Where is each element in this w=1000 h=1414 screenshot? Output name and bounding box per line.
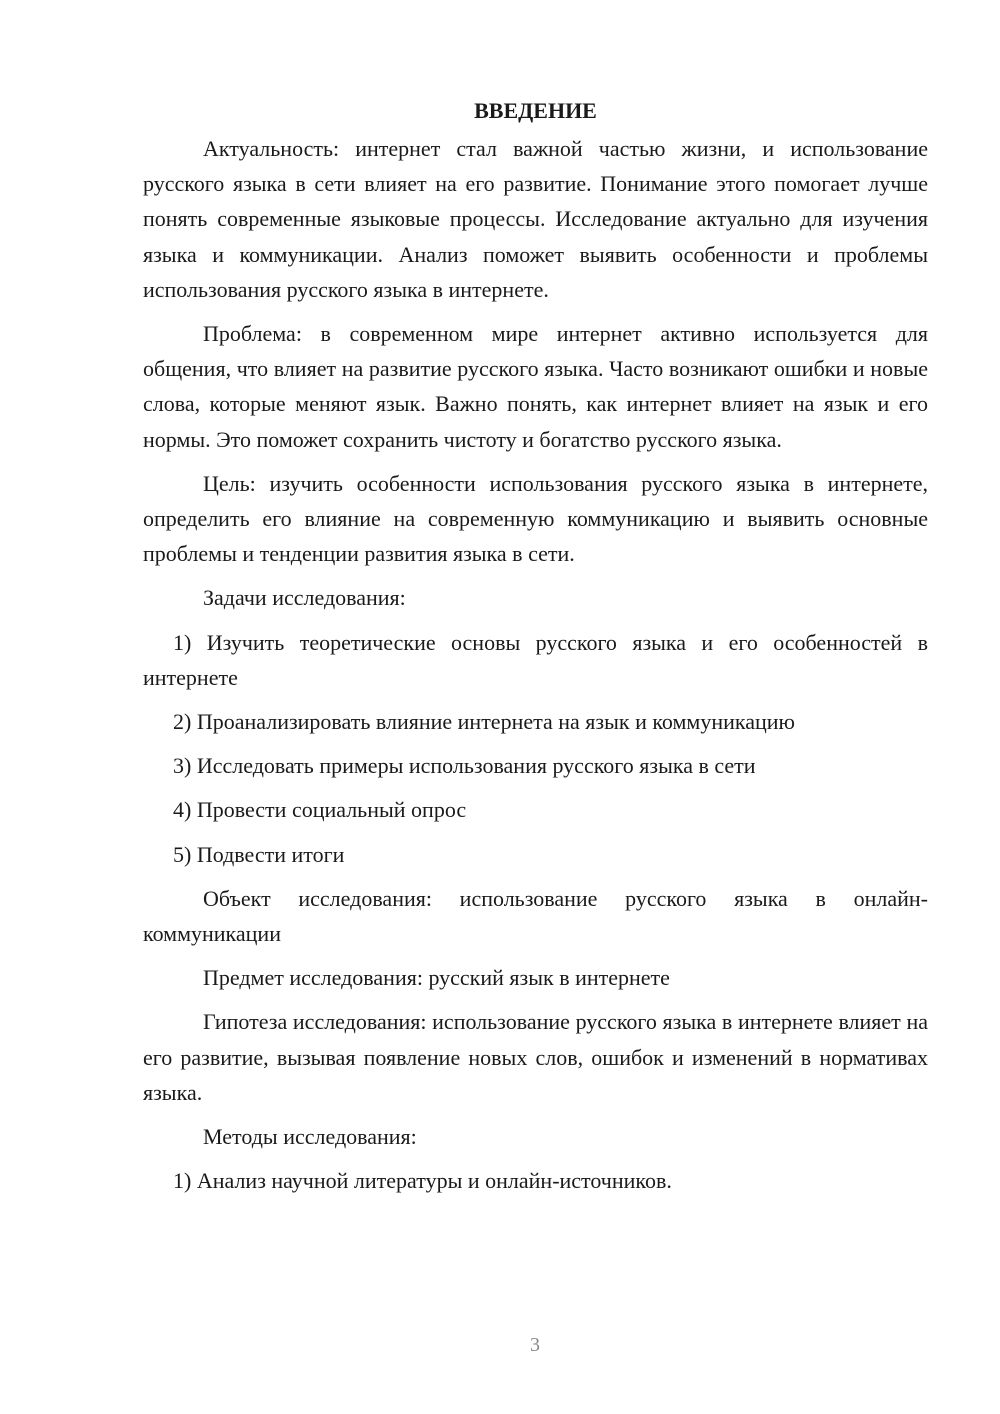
goal-paragraph: Цель: изучить особенности использования русского языка в интернете, определить его влияние на современную коммуникацию и выявить основные проблемы и тенденции развития языка в сети. bbox=[143, 470, 928, 567]
relevance-paragraph: Актуальность: интернет стал важной частью жизни, и использование русского языка в сети влияет на его развитие. Понимание этого помогает лучше понять современные языковые процессы. Исследование актуально для изучения языка и коммуникации. Анализ поможет выявить особенности и проблемы использования русского языка в интернете. bbox=[143, 136, 928, 302]
problem-paragraph: Проблема: в современном мире интернет активно используется для общения, что влияет на развитие русского языка. Часто возникают ошибки и новые слова, которые меняют язык. Важно понять, как интернет влияет на язык и его нормы. Это поможет сохранить чистоту и богатство русского языка. bbox=[143, 321, 928, 452]
object-paragraph: Объект исследования: использование русского языка в онлайн-коммуникации bbox=[143, 885, 928, 947]
task-item: 4) Провести социальный опрос bbox=[173, 797, 467, 823]
task-item: 1) Изучить теоретические основы русского языка и его особенностей в интернете bbox=[143, 629, 928, 690]
methods-title: Методы исследования: bbox=[203, 1124, 417, 1150]
document-page bbox=[143, 93, 928, 1207]
hypothesis-paragraph: Гипотеза исследования: использование русского языка в интернете влияет на его развитие, вызывая появление новых слов, ошибок и изменений в нормативах языка. bbox=[143, 1009, 928, 1105]
method-item: 1) Анализ научной литературы и онлайн-источников. bbox=[173, 1168, 672, 1194]
task-item: 3) Исследовать примеры использования русского языка в сети bbox=[173, 753, 756, 779]
section-heading: ВВЕДЕНИЕ bbox=[474, 98, 597, 123]
task-item: 2) Проанализировать влияние интернета на язык и коммуникацию bbox=[173, 709, 795, 735]
subject-paragraph: Предмет исследования: русский язык в интернете bbox=[203, 965, 670, 991]
page-number: 3 bbox=[530, 1334, 540, 1356]
tasks-title: Задачи исследования: bbox=[203, 585, 406, 611]
task-item: 5) Подвести итоги bbox=[173, 841, 345, 867]
